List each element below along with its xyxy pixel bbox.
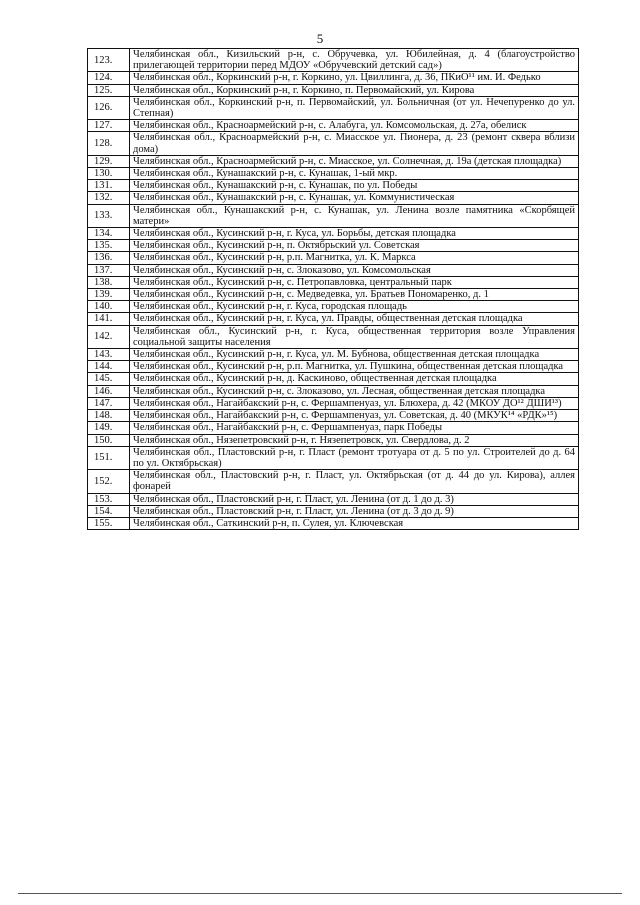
table-row [88,410,579,422]
table-row [88,385,579,397]
row-number: 146. [88,385,130,397]
row-address: Челябинская обл., Кусинский р-н, г. Куса, ул. Правды, общественная детская площадка [130,313,579,325]
row-number: 129. [88,155,130,167]
table-row [88,301,579,313]
row-address: Челябинская обл., Нагайбакский р-н, с. Фершампенуаз, парк Победы [130,422,579,434]
row-address: Челябинская обл., Кусинский р-н, п. Октябрьский ул. Советская [130,240,579,252]
row-number: 144. [88,361,130,373]
row-address: Челябинская обл., Нязепетровский р-н, г. Нязепетровск, ул. Свердлова, д. 2 [130,434,579,446]
table-row [88,434,579,446]
table-row [88,240,579,252]
row-address: Челябинская обл., Кунашакский р-н, с. Кунашак, по ул. Победы [130,180,579,192]
table-row [88,228,579,240]
row-address: Челябинская обл., Кусинский р-н, г. Куса, ул. Борьбы, детская площадка [130,228,579,240]
row-address: Челябинская обл., Нагайбакский р-н, с. Фершампенуаз, ул. Советская, д. 40 (МКУК¹⁴ «РДК»¹⁵) [130,410,579,422]
row-address: Челябинская обл., Красноармейский р-н, с. Миасское, ул. Солнечная, д. 19а (детская площадка) [130,155,579,167]
table-row [88,505,579,517]
row-number: 132. [88,192,130,204]
row-address: Челябинская обл., Красноармейский р-н, с. Миасское ул. Пионера, д. 23 (ремонт сквера вблизи дома) [130,132,579,155]
row-address: Челябинская обл., Кусинский р-н, с. Злоказово, ул. Комсомольская [130,264,579,276]
row-address: Челябинская обл., Кусинский р-н, г. Куса, ул. М. Бубнова, общественная детская площадка [130,349,579,361]
table-row [88,96,579,119]
table-row [88,422,579,434]
table-row [88,349,579,361]
table-row [88,446,579,469]
row-number: 123. [88,49,130,72]
table-row [88,470,579,493]
row-address: Челябинская обл., Кусинский р-н, г. Куса, городская площадь [130,301,579,313]
row-address: Челябинская обл., Кунашакский р-н, с. Кунашак, ул. Коммунистическая [130,192,579,204]
row-address: Челябинская обл., Коркинский р-н, г. Коркино, ул. Цвиллинга, д. 36, ПКиО¹¹ им. И. Федько [130,72,579,84]
table-row [88,204,579,227]
address-table [87,48,579,530]
bottom-rule [18,893,622,894]
table-row [88,397,579,409]
row-number: 137. [88,264,130,276]
table-row [88,72,579,84]
row-address: Челябинская обл., Кусинский р-н, р.п. Магнитка, ул. К. Маркса [130,252,579,264]
row-address: Челябинская обл., Кусинский р-н, г. Куса, общественная территория возле Управления социальной защиты населения [130,325,579,348]
row-number: 133. [88,204,130,227]
row-address: Челябинская обл., Пластовский р-н, г. Пласт (ремонт тротуара от д. 5 по ул. Строителей до д. 64 по ул. Октябрьская) [130,446,579,469]
table-row [88,252,579,264]
row-number: 150. [88,434,130,446]
row-number: 151. [88,446,130,469]
row-address: Челябинская обл., Кусинский р-н, р.п. Магнитка, ул. Пушкина, общественная детская площадка [130,361,579,373]
table-row [88,517,579,529]
table-row [88,264,579,276]
row-address: Челябинская обл., Пластовский р-н, г. Пласт, ул. Октябрьская (от д. 44 до ул. Кирова), аллея фонарей [130,470,579,493]
row-number: 143. [88,349,130,361]
table-row [88,493,579,505]
row-address: Челябинская обл., Нагайбакский р-н, с. Фершампенуаз, ул. Блюхера, д. 42 (МКОУ ДО¹² ДШИ¹³) [130,397,579,409]
row-number: 141. [88,313,130,325]
row-address: Челябинская обл., Красноармейский р-н, с. Алабуга, ул. Комсомольская, д. 27а, обелиск [130,120,579,132]
row-address: Челябинская обл., Кусинский р-н, с. Злоказово, ул. Лесная, общественная детская площадка [130,385,579,397]
table-row [88,180,579,192]
table-row [88,289,579,301]
row-number: 127. [88,120,130,132]
row-number: 135. [88,240,130,252]
row-number: 139. [88,289,130,301]
row-number: 128. [88,132,130,155]
row-address: Челябинская обл., Кунашакский р-н, с. Кунашак, ул. Ленина возле памятника «Скорбящей матери» [130,204,579,227]
table-row [88,361,579,373]
row-number: 125. [88,84,130,96]
page-number: 5 [316,31,324,46]
row-number: 130. [88,168,130,180]
row-number: 134. [88,228,130,240]
row-number: 149. [88,422,130,434]
row-number: 155. [88,517,130,529]
row-address: Челябинская обл., Кунашакский р-н, с. Кунашак, 1-ый мкр. [130,168,579,180]
row-number: 153. [88,493,130,505]
row-address: Челябинская обл., Пластовский р-н, г. Пласт, ул. Ленина (от д. 1 до д. 3) [130,493,579,505]
row-number: 138. [88,276,130,288]
row-number: 152. [88,470,130,493]
row-address: Челябинская обл., Коркинский р-н, п. Первомайский, ул. Больничная (от ул. Нечепуренко до ул. Степная) [130,96,579,119]
row-number: 126. [88,96,130,119]
table-row [88,168,579,180]
row-number: 154. [88,505,130,517]
table-row [88,132,579,155]
row-number: 148. [88,410,130,422]
row-address: Челябинская обл., Кусинский р-н, с. Медведевка, ул. Братьев Пономаренко, д. 1 [130,289,579,301]
row-address: Челябинская обл., Коркинский р-н, г. Коркино, п. Первомайский, ул. Кирова [130,84,579,96]
table-row [88,155,579,167]
table-row [88,276,579,288]
row-address: Челябинская обл., Кусинский р-н, с. Петропавловка, центральный парк [130,276,579,288]
table-row [88,192,579,204]
table-row [88,373,579,385]
row-address: Челябинская обл., Пластовский р-н, г. Пласт, ул. Ленина (от д. 3 до д. 9) [130,505,579,517]
row-address: Челябинская обл., Кусинский р-н, д. Каскиново, общественная детская площадка [130,373,579,385]
row-number: 124. [88,72,130,84]
table-row [88,313,579,325]
table-row [88,325,579,348]
row-number: 142. [88,325,130,348]
row-number: 145. [88,373,130,385]
row-number: 147. [88,397,130,409]
row-number: 131. [88,180,130,192]
table-row [88,84,579,96]
row-address: Челябинская обл., Саткинский р-н, п. Сулея, ул. Ключевская [130,517,579,529]
row-number: 136. [88,252,130,264]
row-address: Челябинская обл., Кизильский р-н, с. Обручевка, ул. Юбилейная, д. 4 (благоустройство прилегающей территории перед МДОУ «Обручевский детский сад») [130,49,579,72]
row-number: 140. [88,301,130,313]
table-row [88,120,579,132]
table-row [88,49,579,72]
address-table-body [88,49,579,530]
